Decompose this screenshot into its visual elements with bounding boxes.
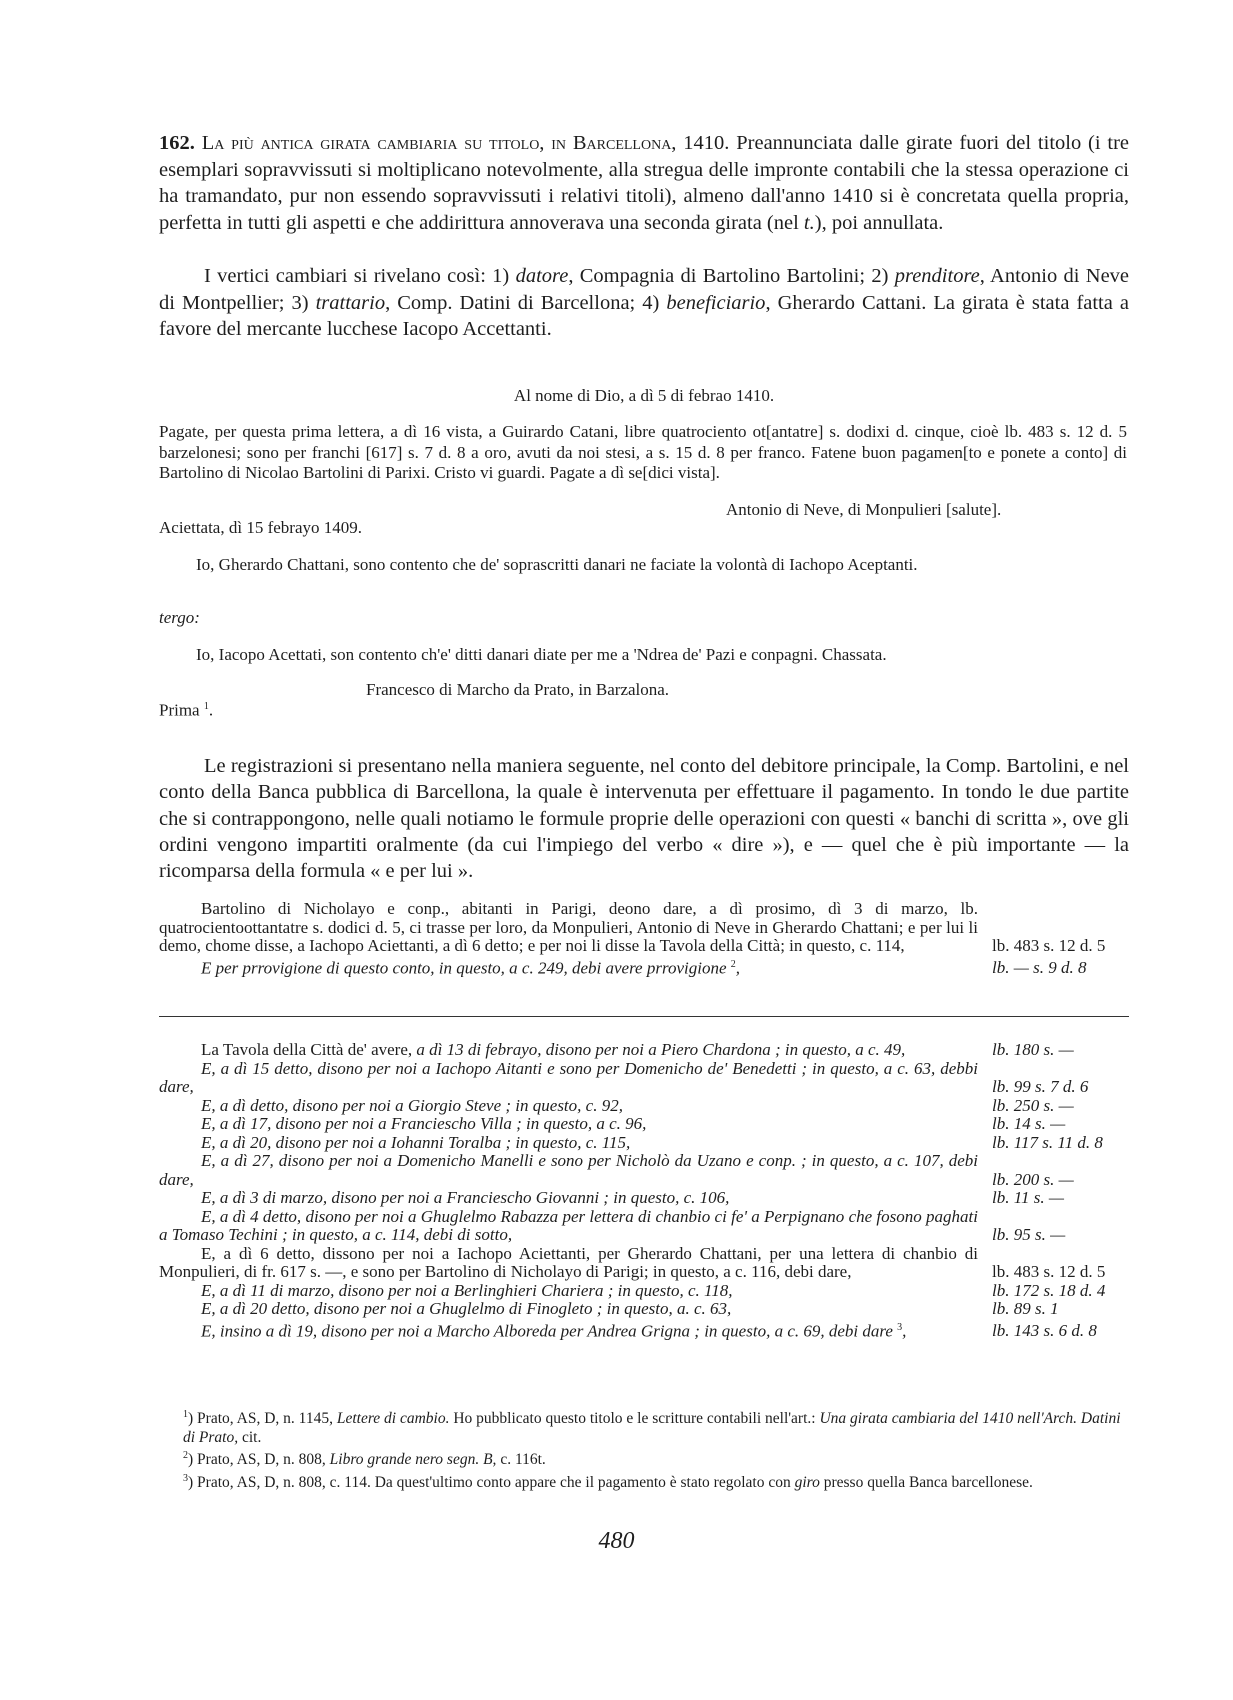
ledger-debit [159, 900, 1127, 978]
ledger-amount: lb. 117 s. 11 d. 8 [992, 1132, 1103, 1152]
ledger-row [159, 1319, 1127, 1341]
ledger-entry-italic: E per prrovigione di questo conto, in questo, a c. 249, debi avere prrovigione [201, 958, 727, 978]
footnote-2-c: c. 116t. [496, 1451, 546, 1469]
footnote-2-number: 2 [183, 1450, 188, 1462]
vertices-e: , Gherardo Cattani. La girata è stata fatta a favore del mercante lucchese Iacopo Accettanti. [159, 291, 1129, 340]
vertices-a: I vertici cambiari si rivelano così: 1) [204, 265, 516, 287]
ledger-entry-text: E per prrovigione di questo conto, in questo, a c. 249, debi avere prrovigione $^2$, [201, 958, 740, 978]
ledger-entry-text: E, a dì 27, disono per noi a Domenicho Manelli e sono per Nicholò da Uzano e conp. ; in questo, a c. 107, debi dare, [159, 1151, 978, 1189]
letter-heading: Al nome di Dio, a dì 5 di febrao 1410. [513, 386, 775, 405]
ledger-amount: lb. 89 s. 1 [992, 1299, 1059, 1318]
ledger-amount: lb. 95 s. — [992, 1225, 1066, 1244]
vertices-d: , Comp. Datini di Barcellona; 4) [385, 291, 667, 314]
ledger-entry-text: E, a dì 20, disono per noi a Iohanni Toralba ; in questo, c. 115, [201, 1132, 631, 1152]
letter-address: Francesco di Marcho da Prato, in Barzalona. [366, 680, 670, 699]
ledger-entry-text: E, a dì 20 detto, disono per noi a Ghuglelmo di Finogleto ; in questo, a. c. 63, [201, 1299, 732, 1318]
letter-body: Pagate, per questa prima lettera, a dì 16 vista, a Guirardo Catani, libre quatrociento ot[antatre] s. dodixi d. cinque, cioè lb. 483 s. 12 d. 5 barzelonesi; sono per franchi [617] s. 7 d. 8 a oro, avuti da noi stesi, a s. 15 d. 8 per franco. Fatene buon pagamen[to e ponete a conto] di Bartolino di Nicolao Bartolini di Parixi. Cristo vi guardi. Pagate a dì se[dici vista]. [159, 422, 1127, 482]
intro-end: ), poi annullata. [814, 211, 944, 234]
page-number: 480 [598, 1528, 635, 1554]
footnote-ref-3[interactable]: 3 [897, 1321, 903, 1333]
ledger-amount: lb. 250 s. — [992, 1095, 1074, 1115]
ledger-entry-text: E, a dì detto, disono per noi a Giorgio Steve ; in questo, c. 92, [201, 1095, 623, 1115]
ledger-amount: lb. 200 s. — [992, 1169, 1074, 1189]
ledger-amount: lb. 180 s. — [992, 1040, 1074, 1059]
intro-t-abbrev: t. [803, 211, 815, 234]
ledger-entry-italic: a dì 13 di febrayo, disono per noi a Piero Chardona ; in questo, a c. 49, [416, 1040, 906, 1059]
ledger-amount: lb. — s. 9 d. 8 [992, 958, 1087, 978]
ledger-entry-text: E, a dì 4 detto, disono per noi a Ghuglelmo Rabazza per lettera di chanbio ci fe' a Perpignano che fosono paghati a Tomaso Techini ; in questo, a c. 114, debi di sotto, [159, 1206, 978, 1244]
footnote-1-c: Ho pubblicato questo titolo e le scritture contabili nell'art.: [449, 1410, 820, 1428]
ledger-row [159, 956, 1127, 978]
footnote-ref-2[interactable]: 2 [730, 958, 736, 970]
prima-footnote-ref[interactable]: 1 [203, 701, 209, 712]
footnote-1-d: Una girata cambiaria del 1410 nell'Arch. Datini di Prato, [183, 1410, 1121, 1446]
ledger-row [159, 1115, 1127, 1134]
footnote-1-a: ) Prato, AS, D, n. 1145, [188, 1410, 337, 1428]
footnote-1-number: 1 [183, 1409, 188, 1420]
term-beneficiario: beneficiario [666, 291, 766, 314]
footnote-1-e: cit. [238, 1428, 262, 1446]
section-intro [159, 130, 1129, 236]
ledger-row [159, 1134, 1127, 1153]
ledger-amount: lb. 143 s. 6 d. 8 [992, 1321, 1097, 1341]
footnote-3-number: 3 [183, 1472, 188, 1484]
ledger-row [159, 1282, 1127, 1301]
ledger-amount: lb. 483 s. 12 d. 5 [992, 1262, 1106, 1281]
letter-accepted: Aciettata, dì 15 febrayo 1409. [159, 518, 362, 537]
ledger-entry-text: E, insino a dì 19, disono per noi a Marcho Alboreda per Andrea Grigna ; in questo, a c. 69, debi dare $^3$, [201, 1321, 907, 1341]
vertices-b: , Compagnia di Bartolino Bartolini; 2) [568, 265, 895, 287]
letter-signature: Antonio di Neve, di Monpulieri [salute]. [726, 500, 1002, 519]
section-heading: La più antica girata cambiaria su titolo, in Barcellona, 1410. [201, 132, 730, 154]
ledger-entry-text: E, a dì 15 detto, disono per noi a Iachopo Aitanti e sono per Domenicho de' Benedetti ; in questo, a c. 63, debbi dare, [159, 1058, 978, 1096]
ledger-entry-text: E, a dì 17, disono per noi a Franciescho Villa ; in questo, a c. 96, [201, 1114, 647, 1133]
ledger-row [159, 1189, 1127, 1208]
vertices-c: , Antonio di Neve di Montpellier; 3) [159, 265, 1130, 314]
prima-label: Prima $^1$. [159, 700, 214, 720]
footnote-3-c: presso quella Banca barcellonese. [819, 1473, 1033, 1491]
footnote-3-b: giro [794, 1473, 820, 1491]
ledger-entry-text: Bartolino di Nicholayo e conp., abitanti in Parigi, deono dare, a dì prosimo, dì 3 di marzo, lb. quatrocientoottantatre s. dodici d. 5, ci trasse per loro, da Monpulieri, Antonio di Neve in Gherardo Chattani; e per lui li demo, chome disse, a Iachopo Aciettanti, a dì 6 detto; e per noi li disse la Tavola della Città; in questo, c. 114, [159, 899, 978, 955]
paragraph-registrations: Le registrazioni si presentano nella maniera seguente, nel conto del debitore principale, la Comp. Bartolini, e nel conto della Banca pubblica di Barcellona, la quale è intervenuta per effettuare il pagamento. In tondo le due partite che si contrappongono, nelle quali notiamo le formule proprie delle operazioni con questi « banchi di scritta », ove gli ordini vengono impartiti oralmente (da cui l'impiego del verbo « dire »), e — quel che è più importante — la ricomparsa della formula « e per lui ». [159, 755, 1129, 883]
ledger-amount: lb. 14 s. — [992, 1114, 1066, 1133]
footnote-2-b: Libro grande nero segn. B, [329, 1451, 497, 1469]
footnote-3-a: ) Prato, AS, D, n. 808, c. 114. Da quest'ultimo conto appare che il pagamento è stato regolato con [188, 1473, 795, 1491]
ledger-amount: lb. 172 s. 18 d. 4 [992, 1280, 1106, 1300]
term-prenditore: prenditore [894, 265, 980, 287]
ledger-entry-text: E, a dì 6 detto, dissono per noi a Iachopo Aciettanti, per Gherardo Chattani, per una lettera di chanbio di Monpulieri, di fr. 617 s. —, e sono per Bartolino di Nicholayo di Parigi; in questo, a c. 116, debi dare, [159, 1243, 978, 1281]
footnote-1-b: Lettere di cambio. [336, 1410, 450, 1428]
footnote-2 [159, 1447, 1129, 1470]
tergo-label: tergo: [159, 608, 200, 627]
ledger-amount: lb. 11 s. — [992, 1188, 1064, 1207]
section-vertices [159, 263, 1129, 343]
ledger-entry-text: E, a dì 11 di marzo, disono per noi a Berlinghieri Chariera ; in questo, c. 118, [201, 1280, 733, 1300]
section-number: 162. [159, 132, 195, 154]
ledger-row [159, 1060, 1127, 1097]
footnotes [159, 1406, 1129, 1492]
endorsement-2: Io, Iacopo Acettati, son contento ch'e' ditti danari diate per me a 'Ndrea de' Pazi e conpagni. Chassata. [196, 645, 887, 664]
footnote-3 [159, 1470, 1129, 1493]
ledger-row [159, 1208, 1127, 1245]
ledger-row [159, 1300, 1127, 1319]
endorsement-1: Io, Gherardo Chattani, sono contento che de' soprascritti danari ne faciate la volontà di Iachopo Aceptanti. [196, 555, 918, 574]
ledger-credit [159, 1041, 1127, 1341]
prima-text: Prima [159, 700, 200, 720]
footnote-1 [159, 1406, 1129, 1447]
ledger-row [159, 1097, 1127, 1116]
ledger-entry-roman: La Tavola della Città de' avere, [201, 1040, 417, 1059]
section-intro-text: Preannunciata dalle girate fuori del titolo (i tre esemplari sopravvissuti si moltiplicano notevolmente, alla stregua delle impronte contabili che la stessa operazione ci ha tramandato, pur non essendo sopravvissuti i relativi titoli), almeno dall'anno 1410 si è concretata quella propria, perfetta in tutti gli aspetti e che addirittura annoverava una seconda girata (nel [159, 132, 1130, 234]
term-trattario: trattario [315, 291, 386, 314]
ledger-entry-text: E, a dì 3 di marzo, disono per noi a Franciescho Giovanni ; in questo, c. 106, [201, 1188, 730, 1207]
ledger-row [159, 900, 1127, 956]
ledger-row [159, 1152, 1127, 1189]
ledger-entry-italic: E, insino a dì 19, disono per noi a Marcho Alboreda per Andrea Grigna ; in questo, a c. 69, debi dare [201, 1321, 893, 1341]
ledger-row [159, 1245, 1127, 1282]
section-divider [159, 1016, 1129, 1017]
ledger-amount: lb. 483 s. 12 d. 5 [992, 936, 1106, 955]
footnote-2-a: ) Prato, AS, D, n. 808, [188, 1451, 330, 1469]
ledger-entry-text [159, 1041, 992, 1060]
ledger-amount: lb. 99 s. 7 d. 6 [992, 1077, 1089, 1096]
ledger-row [159, 1041, 1127, 1060]
term-datore: datore [515, 265, 569, 287]
